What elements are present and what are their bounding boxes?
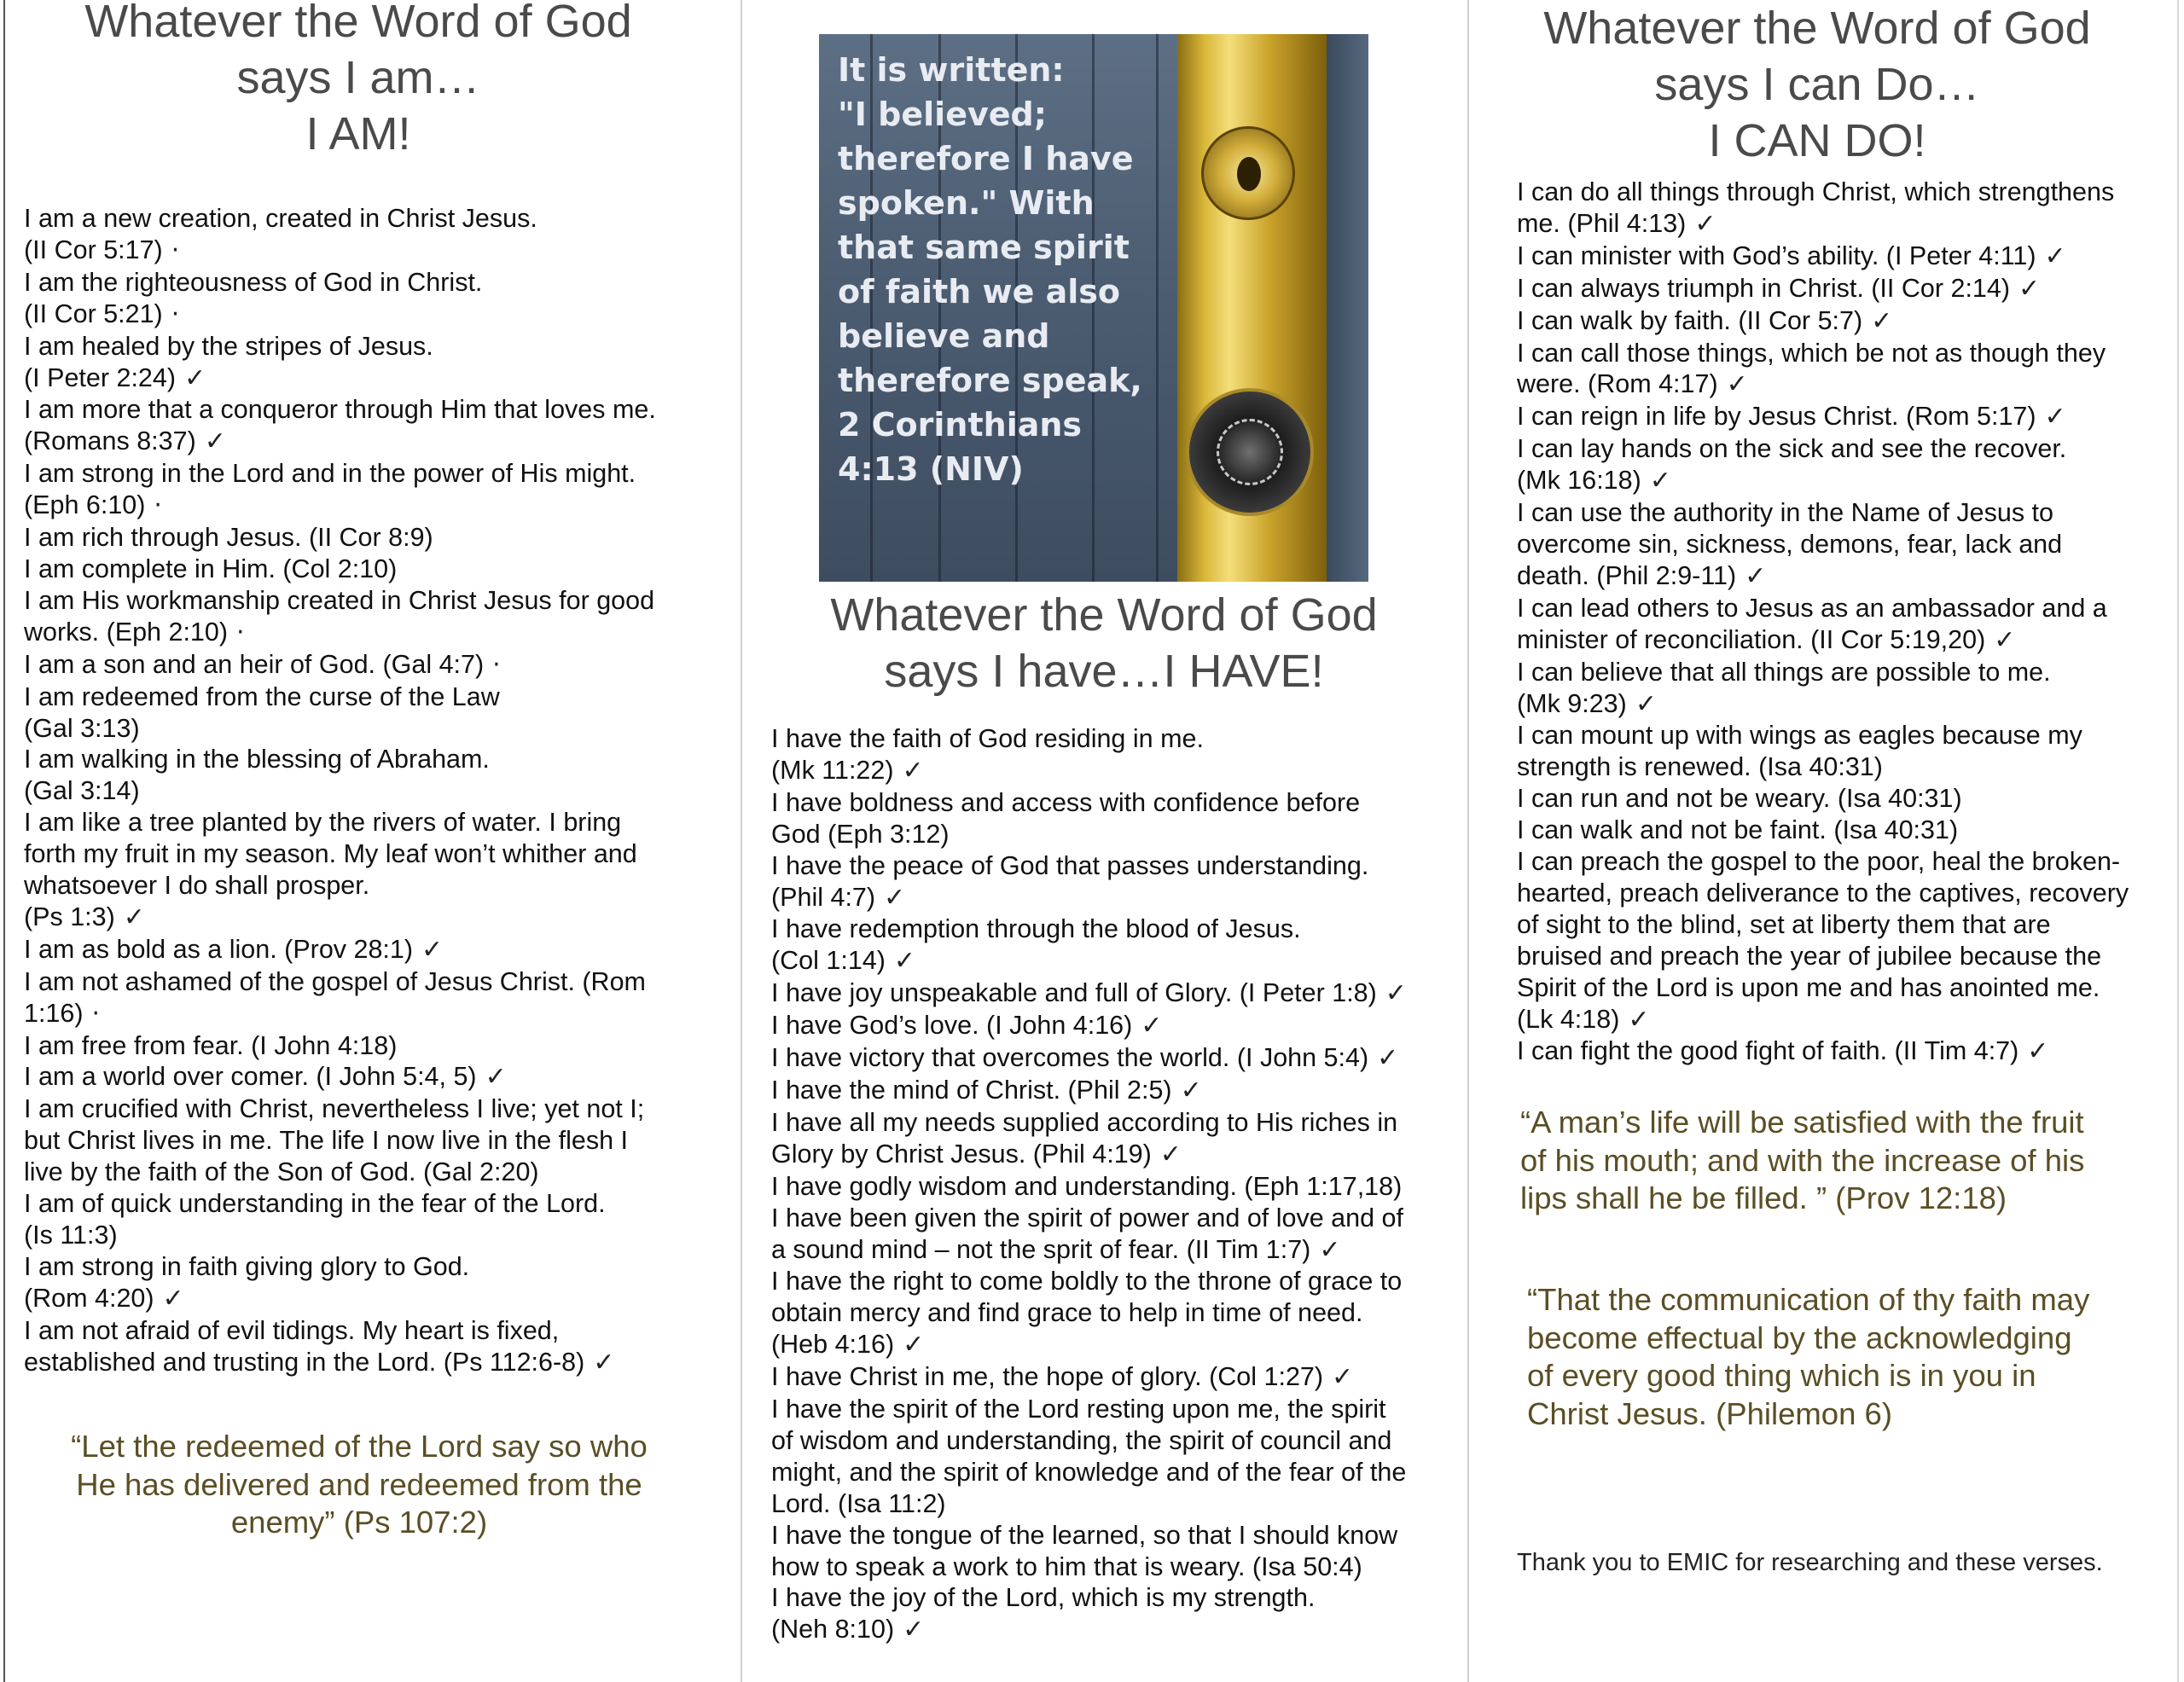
line-text: I can walk by faith. (II Cor 5:7) (1517, 305, 1863, 335)
check-mark-icon: · (171, 235, 180, 265)
declaration-line (1517, 941, 2129, 972)
declaration-line (24, 1347, 656, 1379)
line-text: I can preach the gospel to the poor, heal the broken- (1517, 847, 2121, 877)
line-text: (II Cor 5:21) (24, 299, 163, 328)
line-text: bruised and preach the year of jubilee because the (1517, 941, 2102, 971)
closing-quote (1520, 1104, 2084, 1218)
declaration-line (24, 331, 656, 362)
declaration-line (771, 1234, 1407, 1267)
declaration-line (24, 934, 656, 966)
line-text: I can always triumph in Christ. (II Cor 2:14) (1517, 273, 2010, 303)
line-text: I am not ashamed of the gospel of Jesus Christ. (Rom (24, 966, 646, 996)
declaration-line (24, 522, 656, 554)
declaration-line (771, 945, 1407, 977)
line-text: (II Cor 5:17) (24, 235, 163, 264)
caption-line: 2 Corinthians (838, 406, 1083, 444)
declaration-line (1517, 720, 2129, 751)
declaration-line (771, 787, 1407, 819)
declaration-line (1517, 497, 2129, 529)
line-text: I am strong in the Lord and in the power of His might. (24, 459, 636, 489)
check-mark-icon: ✓ (1180, 1075, 1202, 1105)
declaration-line (771, 1139, 1407, 1171)
declaration-line (24, 1061, 656, 1093)
line-text: I am redeemed from the curse of the Law (24, 682, 500, 711)
line-text: were. (Rom 4:17) (1517, 369, 1718, 399)
line-text: (I Peter 2:24) (24, 362, 176, 392)
declaration-line (771, 1394, 1407, 1425)
line-text: I have boldness and access with confidence before (771, 787, 1361, 817)
declaration-line (1517, 846, 2129, 878)
line-text: I am rich through Jesus. (II Cor 8:9) (24, 523, 433, 553)
line-text: (Ps 1:3) (24, 902, 115, 931)
check-mark-icon: ✓ (1726, 369, 1748, 400)
thanks-note: Thank you to EMIC for researching and these verses. (1517, 1549, 2103, 1576)
check-mark-icon: · (236, 617, 245, 647)
declaration-line (771, 1614, 1407, 1646)
declaration-line (24, 554, 656, 585)
line-text: I can reign in life by Jesus Christ. (Rom 5:17) (1517, 402, 2036, 432)
declaration-line (771, 1457, 1407, 1488)
line-text: (Col 1:14) (771, 946, 886, 976)
heading-line: says I can Do… (1654, 59, 1980, 110)
declaration-line (24, 1157, 656, 1188)
declaration-line (24, 713, 656, 745)
line-text: I can walk and not be faint. (Isa 40:31) (1517, 815, 1959, 845)
line-text: (Gal 3:13) (24, 713, 140, 743)
check-mark-icon: ✓ (1649, 466, 1671, 496)
line-text: (Mk 9:23) (1517, 688, 1627, 718)
check-mark-icon: ✓ (184, 362, 206, 393)
declaration-line (1517, 909, 2129, 941)
declaration-line (1517, 273, 2129, 305)
check-mark-icon: ✓ (893, 946, 916, 977)
line-text: overcome sin, sickness, demons, fear, lack and (1517, 529, 2063, 559)
check-mark-icon: · (154, 490, 162, 521)
check-mark-icon: ✓ (1332, 1362, 1354, 1393)
declarations-i-can-do (1517, 177, 2129, 1068)
check-mark-icon: ✓ (593, 1347, 615, 1378)
line-text: (Lk 4:18) (1517, 1004, 1620, 1034)
line-text: live by the faith of the Son of God. (Gal 2:20) (24, 1157, 539, 1187)
caption-line: It is written: (838, 51, 1065, 89)
line-text: forth my fruit in my season. My leaf won’t whither and (24, 839, 637, 869)
declaration-line (1517, 657, 2129, 688)
quote-line: become effectual by the acknowledging (1527, 1320, 2072, 1355)
declaration-line (24, 267, 656, 299)
line-text: I can mount up with wings as eagles because my (1517, 721, 2082, 751)
check-mark-icon: ✓ (1141, 1011, 1163, 1041)
declaration-line (771, 1010, 1407, 1042)
check-mark-icon: ✓ (903, 1330, 925, 1360)
check-mark-icon: · (171, 299, 180, 329)
heading-line: Whatever the Word of God (1543, 3, 2091, 54)
caption-line: therefore speak, (838, 362, 1142, 399)
caption-line: therefore I have (838, 140, 1134, 177)
line-text: I am free from fear. (I John 4:18) (24, 1030, 398, 1060)
declaration-line (24, 1283, 656, 1315)
declaration-line (1517, 401, 2129, 433)
quote-line: of his mouth; and with the increase of his (1520, 1142, 2085, 1178)
quote-line: “That the communication of thy faith may (1527, 1282, 2090, 1317)
declaration-line (1517, 972, 2129, 1004)
line-text: (Neh 8:10) (771, 1615, 895, 1644)
check-mark-icon: ✓ (1694, 208, 1716, 239)
declaration-line (24, 807, 656, 838)
line-text: I am strong in faith giving glory to God. (24, 1251, 470, 1281)
check-mark-icon: ✓ (1159, 1139, 1182, 1169)
caption-line: 4:13 (NIV) (838, 450, 1024, 488)
declaration-line (771, 1203, 1407, 1234)
check-mark-icon: ✓ (903, 1615, 925, 1645)
line-text: I am healed by the stripes of Jesus. (24, 331, 433, 361)
declaration-line (24, 1251, 656, 1283)
declaration-line (771, 1329, 1407, 1361)
declaration-line (771, 1266, 1407, 1297)
line-text: I can fight the good fight of faith. (II Tim 4:7) (1517, 1036, 2019, 1066)
declaration-line (771, 1361, 1407, 1394)
heading-i-can-do (1467, 0, 2167, 169)
declaration-line (24, 1188, 656, 1220)
line-text: strength is renewed. (Isa 40:31) (1517, 752, 1883, 782)
check-mark-icon: ✓ (1994, 624, 2016, 655)
declaration-line (24, 203, 656, 235)
declaration-line (771, 1171, 1407, 1203)
line-text: a sound mind – not the sprit of fear. (II Tim 1:7) (771, 1234, 1311, 1264)
heading-i-have (741, 587, 1467, 699)
quote-line: “A man’s life will be satisfied with the fruit (1520, 1105, 2084, 1140)
declaration-line (24, 362, 656, 395)
line-text: obtain mercy and find grace to help in time of need. (771, 1298, 1363, 1328)
declaration-line (1517, 177, 2129, 208)
line-text: death. (Phil 2:9-11) (1517, 560, 1737, 590)
declaration-line (24, 1125, 656, 1157)
heading-line: I CAN DO! (1708, 115, 1926, 166)
declaration-line (24, 458, 656, 490)
check-mark-icon: ✓ (902, 755, 924, 786)
line-text: I am crucified with Christ, nevertheless I live; yet not I; (24, 1094, 645, 1124)
line-text: might, and the spirit of knowledge and of the fear of the (771, 1457, 1407, 1487)
line-text: I can lay hands on the sick and see the recover. (1517, 434, 2067, 464)
line-text: I am a world over comer. (I John 5:4, 5) (24, 1062, 477, 1092)
declaration-line (1517, 338, 2129, 369)
line-text: but Christ lives in me. The life I now live in the flesh I (24, 1126, 629, 1156)
line-text: I can believe that all things are possible to me. (1517, 657, 2051, 687)
line-text: I have the tongue of the learned, so that I should know (771, 1520, 1398, 1550)
check-mark-icon: ✓ (1745, 560, 1767, 591)
declaration-line (24, 299, 656, 331)
caption-line: "I believed; (838, 96, 1047, 133)
declaration-line (771, 1297, 1407, 1329)
panel-i-can-do (1467, 0, 2184, 1682)
line-text: God (Eph 3:12) (771, 819, 950, 849)
line-text: (Gal 3:14) (24, 776, 140, 806)
declaration-line (771, 755, 1407, 787)
declaration-line (771, 1425, 1407, 1457)
line-text: I have the mind of Christ. (Phil 2:5) (771, 1075, 1172, 1105)
declaration-line (24, 1093, 656, 1125)
declaration-line (1517, 560, 2129, 593)
line-text: hearted, preach deliverance to the captives, recovery (1517, 878, 2129, 908)
declaration-line (771, 977, 1407, 1010)
heading-i-am (0, 0, 717, 162)
line-text: 1:16) (24, 998, 84, 1028)
declaration-line (771, 850, 1407, 882)
line-text: I am the righteousness of God in Christ. (24, 267, 483, 297)
line-text: I have godly wisdom and understanding. (Eph 1:17,18) (771, 1171, 1403, 1201)
declaration-line (24, 394, 656, 426)
check-mark-icon: ✓ (1385, 978, 1407, 1009)
line-text: I am a new creation, created in Christ Jesus. (24, 204, 537, 233)
declaration-line (24, 1030, 656, 1062)
line-text: works. (Eph 2:10) (24, 617, 229, 647)
check-mark-icon: · (91, 998, 101, 1029)
check-mark-icon: ✓ (123, 902, 145, 932)
heading-line: Whatever the Word of God (830, 589, 1378, 641)
check-mark-icon: ✓ (1377, 1043, 1399, 1074)
declaration-line (1517, 529, 2129, 560)
check-mark-icon: ✓ (2018, 273, 2041, 304)
declaration-line (24, 617, 656, 649)
line-text: I am of quick understanding in the fear of the Lord. (24, 1189, 606, 1219)
line-text: I have been given the spirit of power and of love and of (771, 1203, 1403, 1232)
declaration-line (1517, 751, 2129, 783)
quote-line: Christ Jesus. (Philemon 6) (1527, 1395, 1893, 1431)
closing-quote (0, 1428, 718, 1542)
declaration-line (24, 998, 656, 1030)
declaration-line (771, 723, 1407, 755)
declaration-line (24, 870, 656, 902)
quote-line: of every good thing which is in you in (1527, 1358, 2036, 1393)
check-mark-icon: ✓ (204, 426, 226, 457)
check-mark-icon: ✓ (884, 882, 906, 913)
check-mark-icon: ✓ (2044, 241, 2066, 271)
check-mark-icon: ✓ (2044, 402, 2066, 432)
line-text: I have the joy of the Lord, which is my strength. (771, 1583, 1316, 1613)
line-text: of sight to the blind, set at liberty them that are (1517, 909, 2051, 939)
quote-line: lips shall he be filled. ” (Prov 12:18) (1520, 1180, 2007, 1215)
declaration-line (1517, 465, 2129, 497)
line-text: I can minister with God’s ability. (I Peter 4:11) (1517, 241, 2036, 270)
declaration-line (1517, 208, 2129, 241)
line-text: (Mk 11:22) (771, 755, 894, 785)
line-text: (Romans 8:37) (24, 426, 196, 456)
check-mark-icon: ✓ (1635, 688, 1657, 719)
declaration-line (24, 1315, 656, 1347)
check-mark-icon: ✓ (1628, 1004, 1650, 1035)
declaration-line (771, 1488, 1407, 1520)
declaration-line (1517, 624, 2129, 657)
declaration-line (24, 682, 656, 713)
line-text: minister of reconciliation. (II Cor 5:19,20) (1517, 624, 1986, 654)
declaration-line (771, 1582, 1407, 1614)
heading-line: says I am… (236, 52, 480, 103)
caption-line: spoken." With (838, 184, 1095, 222)
line-text: established and trusting in the Lord. (Ps 112:6-8) (24, 1347, 585, 1377)
line-text: Glory by Christ Jesus. (Phil 4:19) (771, 1139, 1152, 1169)
declaration-line (24, 744, 656, 775)
declaration-line (1517, 593, 2129, 624)
line-text: (Heb 4:16) (771, 1330, 895, 1360)
caption-line: that same spirit (838, 229, 1130, 266)
line-text: of wisdom and understanding, the spirit of council and (771, 1425, 1392, 1455)
line-text: I have redemption through the blood of Jesus. (771, 914, 1301, 944)
line-text: I can use the authority in the Name of Jesus to (1517, 498, 2053, 528)
line-text: Lord. (Isa 11:2) (771, 1488, 946, 1518)
line-text: I have the faith of God residing in me. (771, 724, 1204, 753)
line-text: I have the spirit of the Lord resting upon me, the spirit (771, 1395, 1386, 1424)
declaration-line (24, 775, 656, 807)
line-text: me. (Phil 4:13) (1517, 208, 1687, 238)
declaration-line (24, 235, 656, 267)
declaration-line (1517, 1004, 2129, 1036)
declaration-line (24, 585, 656, 617)
declaration-line (771, 1107, 1407, 1139)
caption-line: believe and (838, 317, 1050, 355)
check-mark-icon: ✓ (1319, 1234, 1341, 1265)
declaration-line (771, 882, 1407, 914)
line-text: I am complete in Him. (Col 2:10) (24, 554, 398, 583)
quote-line: He has delivered and redeemed from the (76, 1466, 642, 1502)
declaration-line (1517, 241, 2129, 273)
check-mark-icon: ✓ (421, 934, 444, 965)
line-text: I have the right to come boldly to the throne of grace to (771, 1267, 1403, 1296)
quote-line: enemy” (Ps 107:2) (230, 1505, 488, 1540)
declaration-line (771, 1552, 1407, 1583)
declaration-line (1517, 1035, 2129, 1068)
line-text: I am a son and an heir of God. (Gal 4:7) (24, 649, 485, 679)
line-text: I have victory that overcomes the world. (I John 5:4) (771, 1043, 1369, 1073)
caption-line: of faith we also (838, 273, 1121, 310)
heading-line: I AM! (305, 108, 411, 160)
line-text: I have joy unspeakable and full of Glory. (I Peter 1:8) (771, 978, 1377, 1008)
line-text: I can lead others to Jesus as an ambassador and a (1517, 593, 2107, 623)
declaration-line (1517, 783, 2129, 815)
line-text: I am as bold as a lion. (Prov 28:1) (24, 934, 414, 964)
quote-line: “Let the redeemed of the Lord say so who (71, 1429, 648, 1464)
declaration-line (24, 490, 656, 522)
declaration-line (771, 819, 1407, 850)
line-text: I can do all things through Christ, which strengthens (1517, 177, 2115, 206)
declaration-line (24, 838, 656, 870)
line-text: (Phil 4:7) (771, 882, 876, 912)
line-text: I have the peace of God that passes understanding. (771, 850, 1369, 880)
line-text: I am His workmanship created in Christ Jesus for good (24, 585, 655, 615)
line-text: I am more that a conqueror through Him that loves me. (24, 395, 656, 425)
heading-line: says I have…I HAVE! (884, 646, 1324, 697)
line-text: (Is 11:3) (24, 1221, 118, 1250)
line-text: I can call those things, which be not as though they (1517, 338, 2106, 368)
check-mark-icon: ✓ (1871, 305, 1893, 336)
declaration-line (24, 1220, 656, 1251)
declarations-i-have (771, 723, 1407, 1646)
declaration-line (1517, 433, 2129, 465)
line-text: I have Christ in me, the hope of glory. (Col 1:27) (771, 1362, 1324, 1392)
declaration-line (1517, 815, 2129, 846)
line-text: how to speak a work to him that is weary. (Isa 50:4) (771, 1552, 1362, 1581)
declaration-line (771, 914, 1407, 945)
check-mark-icon: ✓ (162, 1283, 184, 1314)
panel-i-have (741, 0, 1467, 1682)
declaration-line (1517, 688, 2129, 721)
declaration-line (1517, 305, 2129, 338)
declaration-line (24, 649, 656, 682)
check-mark-icon: · (492, 649, 501, 680)
check-mark-icon: ✓ (485, 1062, 507, 1093)
check-mark-icon: ✓ (2027, 1036, 2049, 1067)
line-text: (Mk 16:18) (1517, 466, 1641, 496)
declaration-line (1517, 368, 2129, 401)
declaration-line (24, 966, 656, 998)
panel-i-am (0, 0, 741, 1682)
declaration-line (771, 1075, 1407, 1107)
line-text: I can run and not be weary. (Isa 40:31) (1517, 784, 1962, 814)
declarations-i-am (24, 203, 656, 1379)
declaration-line (771, 1520, 1407, 1552)
line-text: I am like a tree planted by the rivers of water. I bring (24, 808, 622, 838)
line-text: I am not afraid of evil tidings. My heart is fixed, (24, 1315, 560, 1345)
line-text: Spirit of the Lord is upon me and has anointed me. (1517, 972, 2100, 1002)
declaration-line (24, 426, 656, 458)
line-text: I am walking in the blessing of Abraham. (24, 745, 490, 774)
declaration-line (24, 902, 656, 934)
declaration-line (1517, 878, 2129, 909)
line-text: I have God’s love. (I John 4:16) (771, 1011, 1133, 1041)
line-text: whatsoever I do shall prosper. (24, 871, 370, 901)
heading-line: Whatever the Word of God (84, 0, 632, 47)
line-text: (Rom 4:20) (24, 1283, 154, 1313)
declaration-line (771, 1042, 1407, 1075)
closing-quote (1527, 1281, 2089, 1433)
line-text: (Eph 6:10) (24, 490, 146, 520)
line-text: I have all my needs supplied according to His riches in (771, 1107, 1398, 1137)
